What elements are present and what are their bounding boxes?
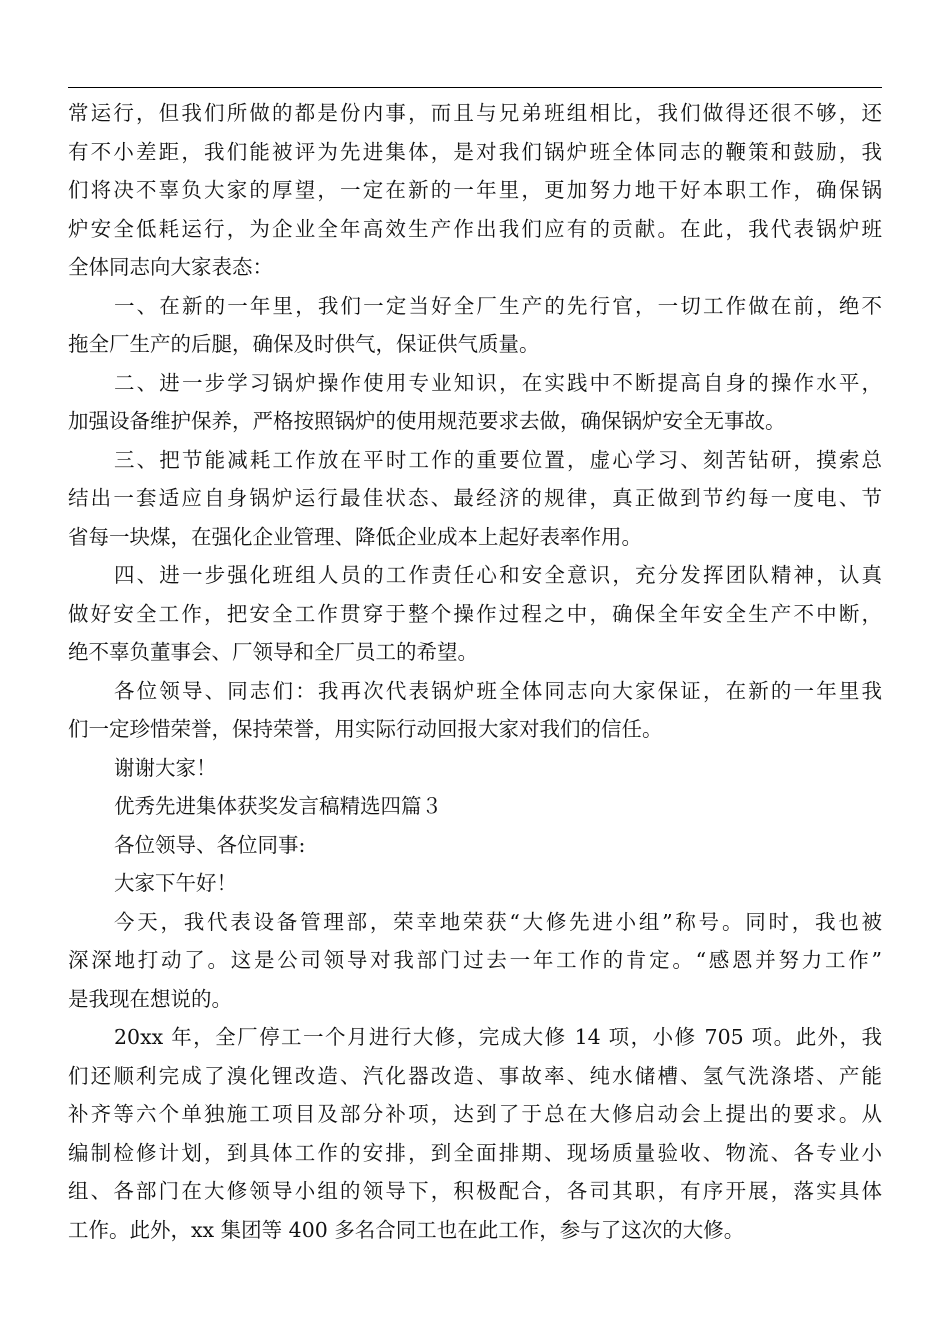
- text-line: 们一定珍惜荣誉，保持荣誉，用实际行动回报大家对我们的信任。: [68, 717, 663, 741]
- text-line: 全体同志向大家表态：: [68, 255, 273, 279]
- text-line: 深深地打动了。这是公司领导对我部门过去一年工作的肯定。“感恩并努力工作”: [68, 948, 882, 972]
- text-line: 编制检修计划，到具体工作的安排，到全面排期、现场质量验收、物流、各专业小: [68, 1140, 882, 1165]
- text-line: 炉安全低耗运行，为企业全年高效生产作出我们应有的贡献。在此，我代表锅炉班: [68, 216, 882, 241]
- text-line: 三、把节能减耗工作放在平时工作的重要位置，虚心学习、刻苦钻研，摸索总: [114, 447, 882, 472]
- text-line: 做好安全工作，把安全工作贯穿于整个操作过程之中，确保全年安全生产不中断，: [68, 601, 882, 626]
- text-line: 谢谢大家！: [114, 755, 217, 780]
- text-line: 省每一块煤，在强化企业管理、降低企业成本上起好表率作用。: [68, 524, 642, 549]
- text-line: 补齐等六个单独施工项目及部分补项，达到了于总在大修启动会上提出的要求。从: [68, 1102, 882, 1126]
- text-line: 是我现在想说的。: [68, 986, 232, 1011]
- text-line: 各位领导、各位同事:: [114, 832, 306, 857]
- text-line: 有不小差距，我们能被评为先进集体，是对我们锅炉班全体同志的鞭策和鼓励，我: [68, 139, 882, 164]
- text-line: 常运行，但我们所做的都是份内事，而且与兄弟班组相比，我们做得还很不够，还: [68, 101, 882, 125]
- text-line: 结出一套适应自身锅炉运行最佳状态、最经济的规律，真正做到节约每一度电、节: [68, 486, 882, 510]
- text-line: 们还顺利完成了溴化锂改造、汽化器改造、事故率、纯水储槽、氢气洗涤塔、产能: [68, 1063, 882, 1088]
- text-line: 各位领导、同志们：我再次代表锅炉班全体同志向大家保证，在新的一年里我: [114, 678, 882, 703]
- text-line: 二、进一步学习锅炉操作使用专业知识，在实践中不断提高自身的操作水平，: [114, 370, 882, 395]
- text-line: 绝不辜负董事会、厂领导和全厂员工的希望。: [68, 640, 478, 664]
- text-line: 四、进一步强化班组人员的工作责任心和安全意识，充分发挥团队精神，认真: [114, 563, 882, 587]
- text-line: 们将决不辜负大家的厚望，一定在新的一年里，更加努力地干好本职工作，确保锅: [68, 178, 882, 202]
- text-line: 今天，我代表设备管理部，荣幸地荣获“大修先进小组”称号。同时，我也被: [114, 909, 882, 934]
- section-title: 优秀先进集体获奖发言稿精选四篇３: [114, 794, 442, 818]
- text-line: 加强设备维护保养，严格按照锅炉的使用规范要求去做，确保锅炉安全无事故。: [68, 409, 786, 433]
- text-line: 组、各部门在大修领导小组的领导下，积极配合，各司其职，有序开展，落实具体: [68, 1179, 882, 1203]
- header-rule: [68, 87, 882, 88]
- text-line: 20xx 年，全厂停工一个月进行大修，完成大修 14 项，小修 705 项。此外，我: [114, 1025, 882, 1049]
- text-line: 大家下午好！: [114, 871, 237, 895]
- text-line: 拖全厂生产的后腿，确保及时供气，保证供气质量。: [68, 332, 540, 356]
- text-line: 一、在新的一年里，我们一定当好全厂生产的先行官，一切工作做在前，绝不: [114, 293, 882, 318]
- text-line: 工作。此外，xx 集团等 400 多名合同工也在此工作，参与了这次的大修。: [68, 1217, 745, 1242]
- document-body: [68, 94, 882, 1249]
